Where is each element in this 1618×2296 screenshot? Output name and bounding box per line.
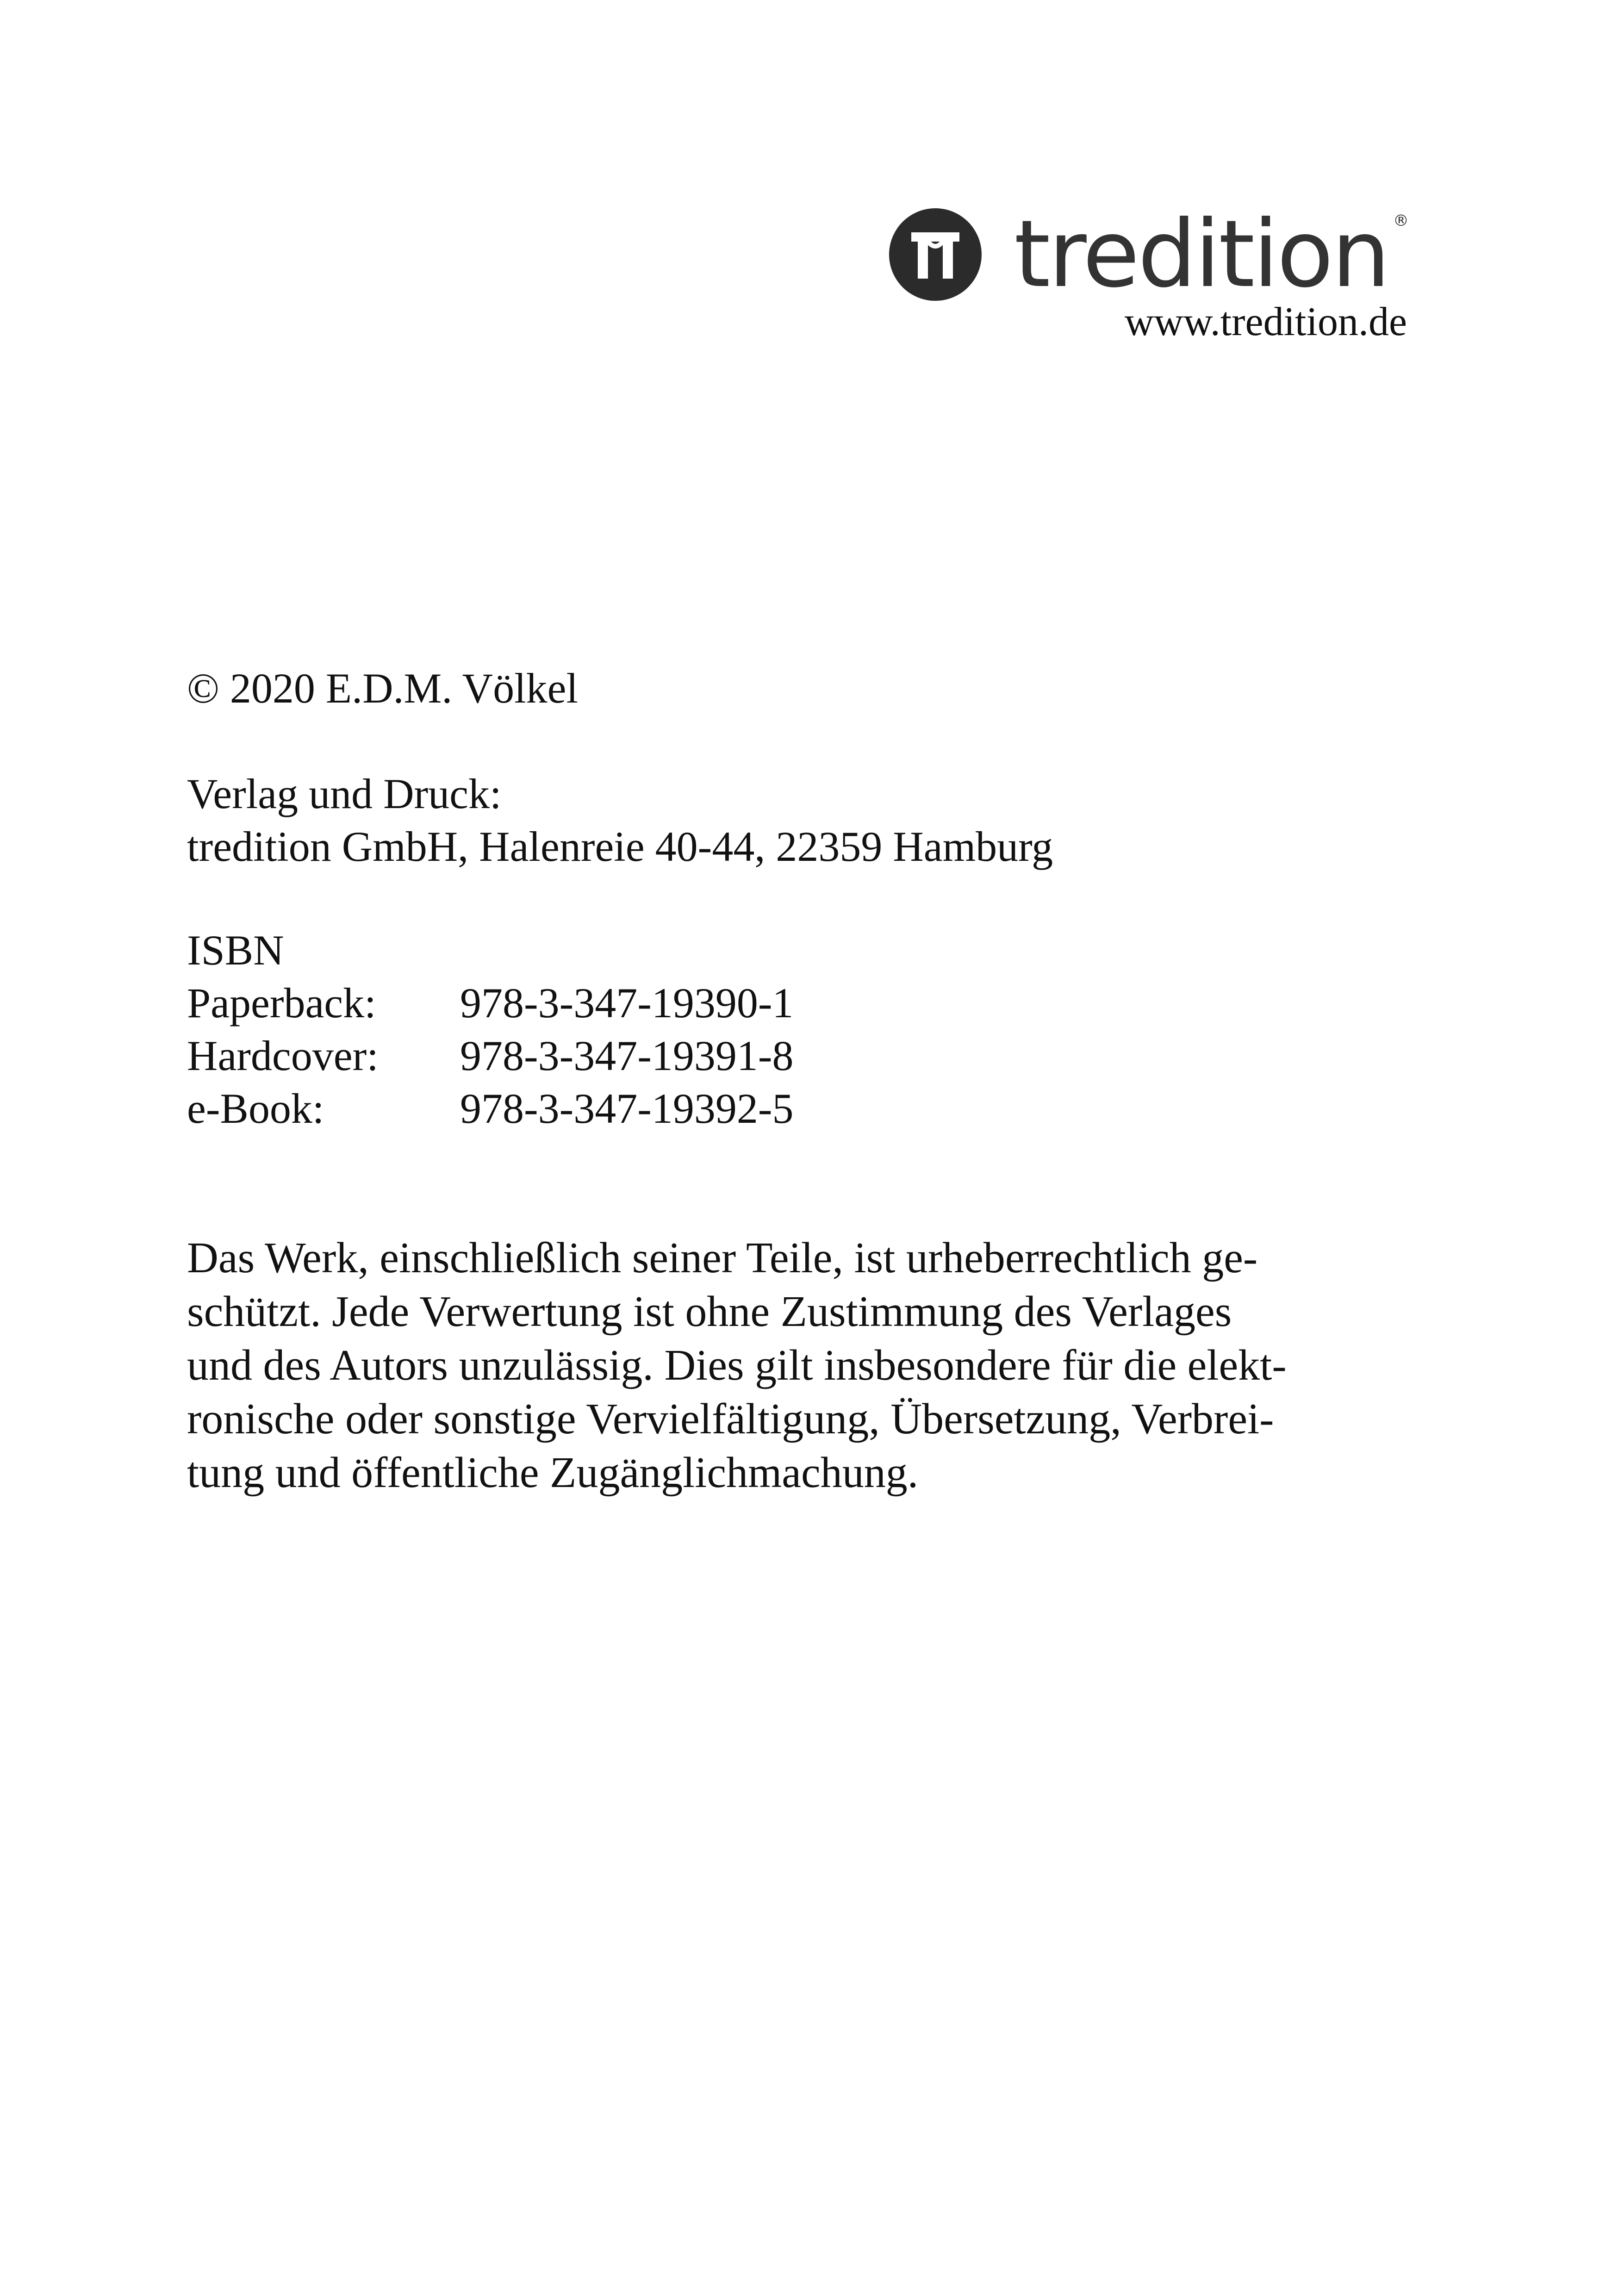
- isbn-value: 978-3-347-19392-5: [460, 1085, 794, 1132]
- isbn-heading: ISBN: [187, 927, 284, 974]
- publisher-address: tredition GmbH, Halenreie 40-44, 22359 Hamburg: [187, 823, 1053, 870]
- publisher-heading: Verlag und Druck:: [187, 770, 502, 817]
- isbn-label: Hardcover:: [187, 1032, 379, 1079]
- legal-notice: [187, 1231, 1437, 1500]
- isbn-value: 978-3-347-19390-1: [460, 979, 794, 1027]
- isbn-label: Paperback:: [187, 979, 376, 1027]
- isbn-row: [187, 977, 794, 1029]
- isbn-row: [187, 1029, 794, 1082]
- copyright-line: © 2020 E.D.M. Völkel: [187, 665, 579, 712]
- publisher-logo: [875, 194, 1407, 347]
- isbn-block: [187, 924, 794, 1135]
- publisher-info: [187, 767, 1053, 873]
- registered-mark: ®: [1393, 212, 1407, 230]
- logo-row: [889, 200, 1407, 308]
- logo-wordmark: [1014, 200, 1407, 308]
- isbn-value: 978-3-347-19391-8: [460, 1032, 794, 1079]
- tredition-logo-icon: [889, 208, 982, 301]
- isbn-row: [187, 1082, 794, 1135]
- legal-notice-line: Das Werk, einschließlich seiner Teile, ist urheberrechtlich ge-: [187, 1234, 1258, 1282]
- logo-wordmark-text: tredition: [1014, 200, 1388, 308]
- isbn-label: e-Book:: [187, 1085, 324, 1132]
- legal-notice-line: schützt. Jede Verwertung ist ohne Zustimmung des Verlages: [187, 1288, 1232, 1336]
- publisher-url[interactable]: www.tredition.de: [1124, 299, 1407, 344]
- legal-notice-line: und des Autors unzulässig. Dies gilt insbesondere für die elekt-: [187, 1341, 1287, 1389]
- legal-notice-line: ronische oder sonstige Vervielfältigung, Übersetzung, Verbrei-: [187, 1395, 1274, 1443]
- legal-notice-line: tung und öffentliche Zugänglichmachung.: [187, 1449, 919, 1497]
